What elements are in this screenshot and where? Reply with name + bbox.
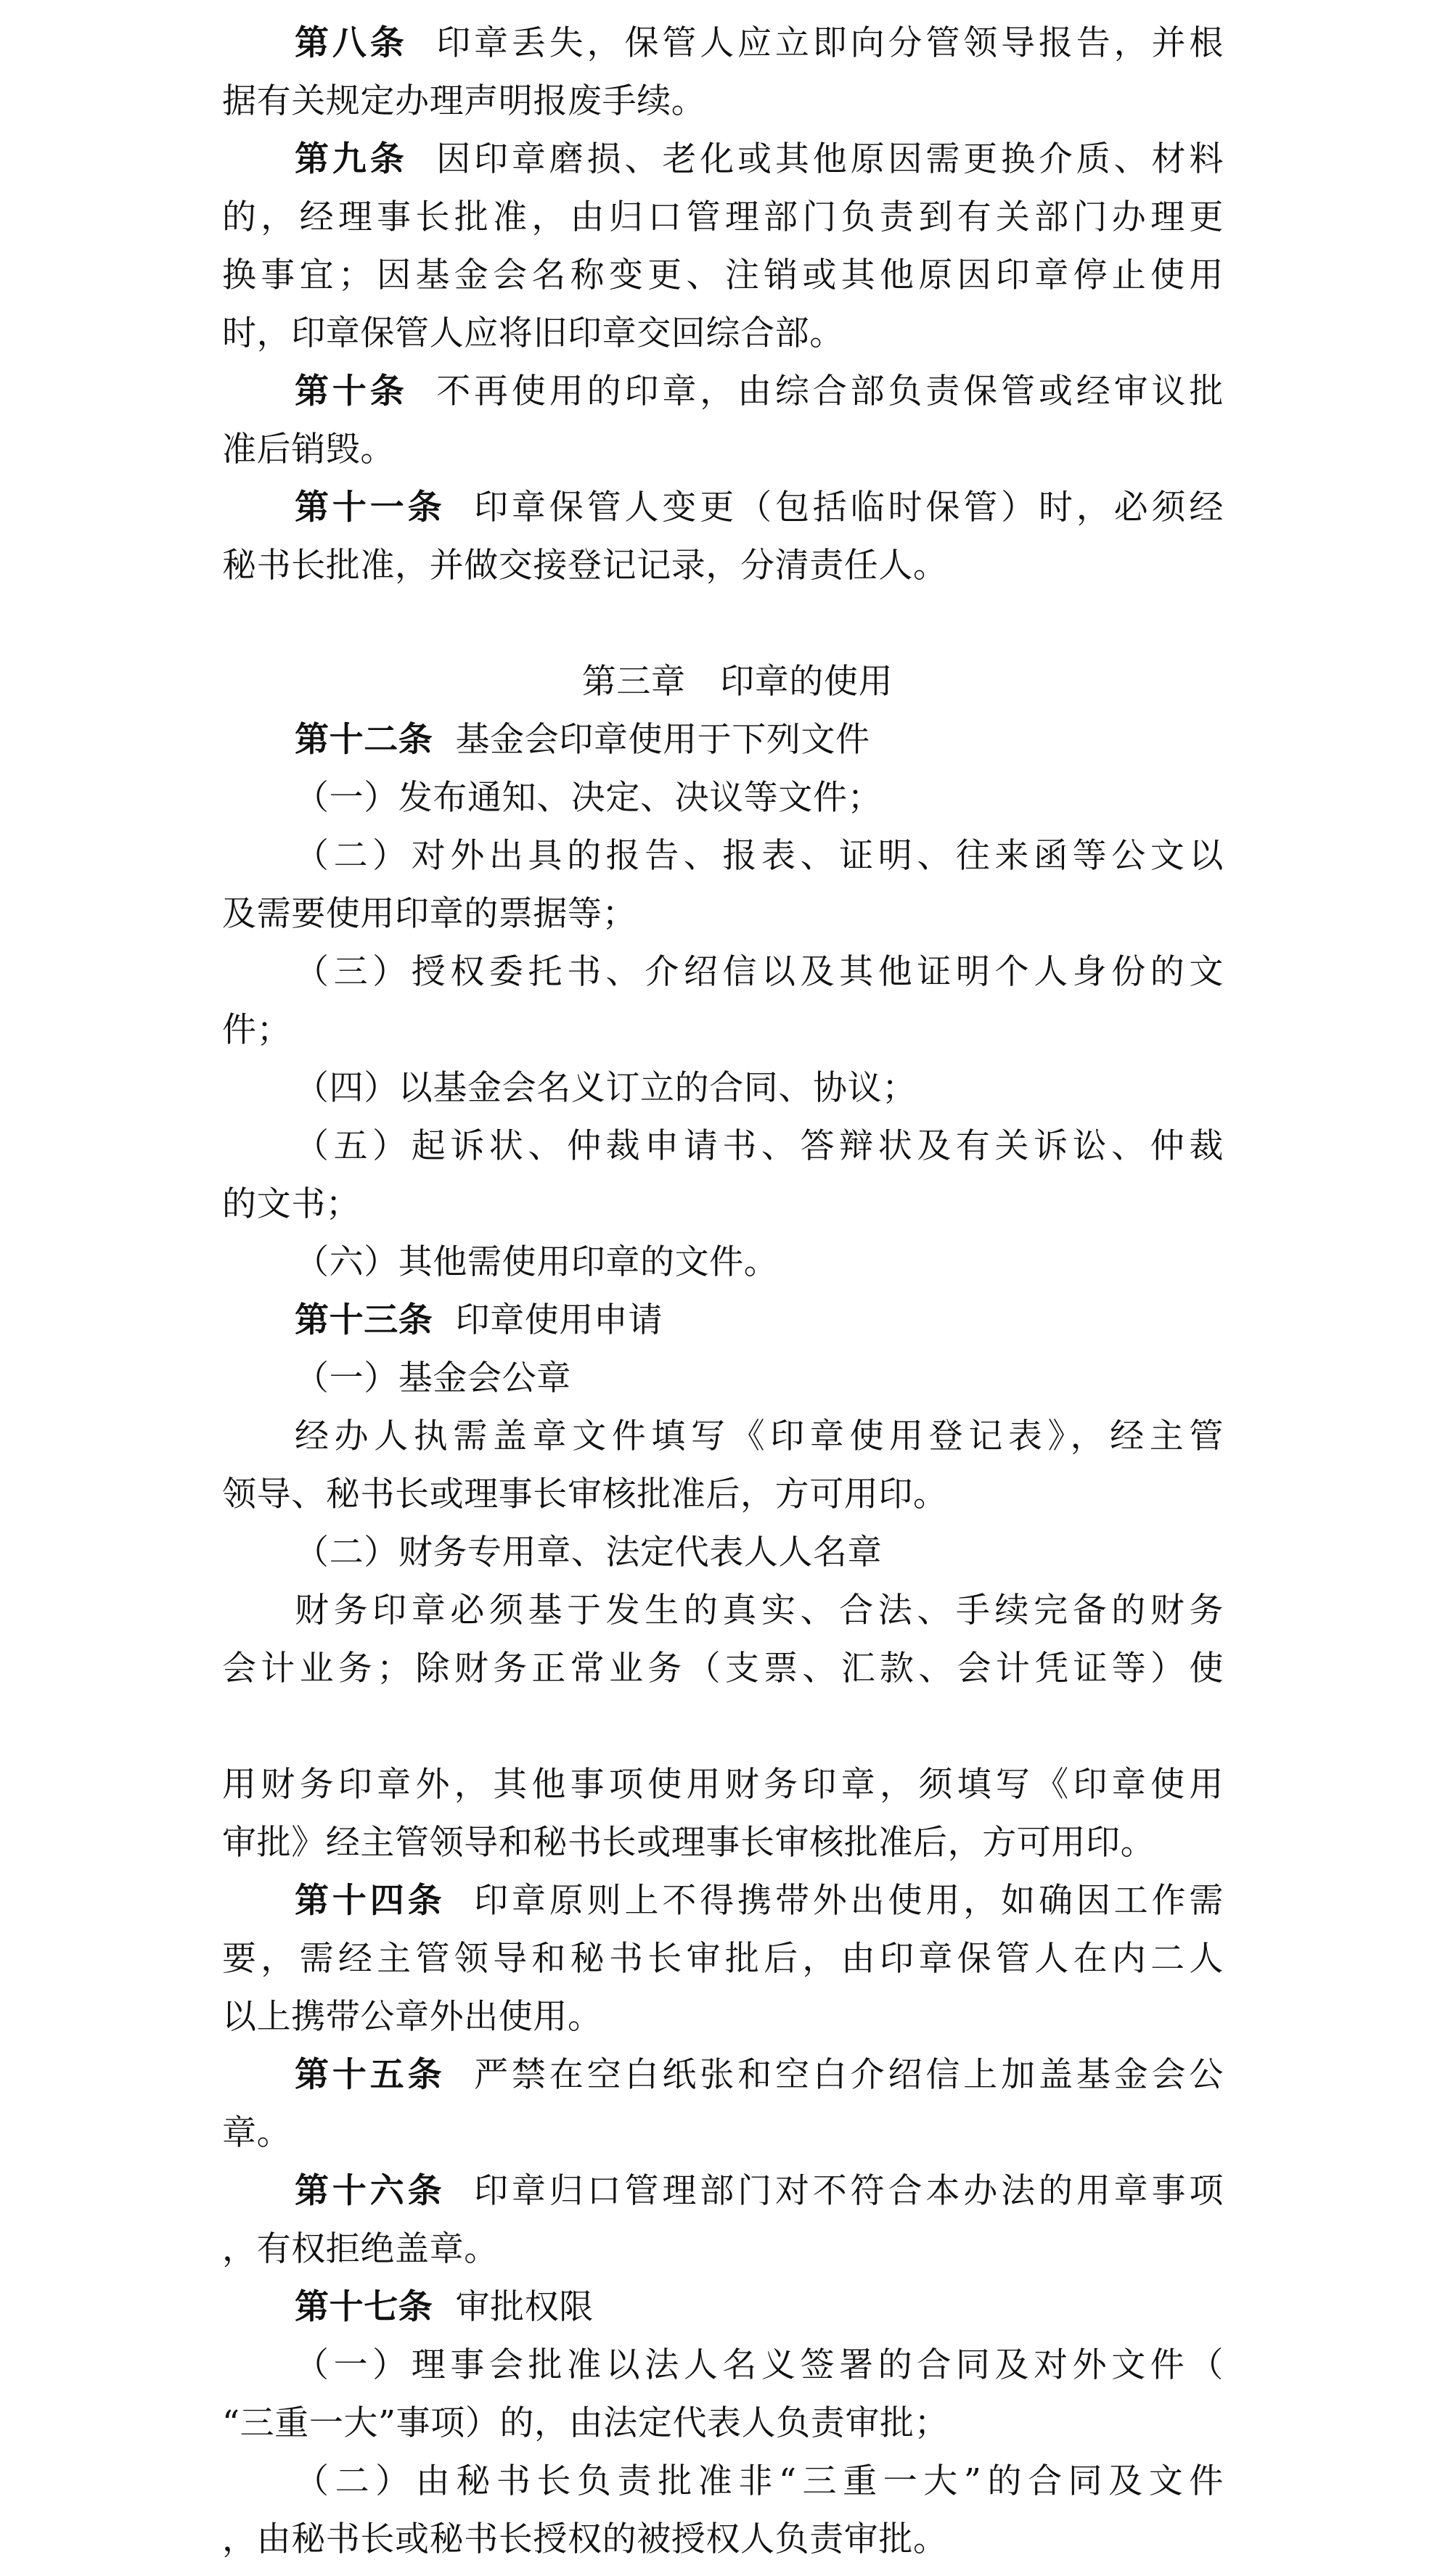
article-16-line-1 xyxy=(222,2162,1224,2220)
article-14-line-2: 要，需经主管领导和秘书长审批后，由印章保管人在内二人 xyxy=(222,1939,1224,1979)
article-12-item-5-line-1: （五）起诉状、仲裁申请书、答辩状及有关诉讼、仲裁 xyxy=(295,1126,1224,1166)
article-12-item-2-line-2: 及需要使用印章的票据等； xyxy=(222,894,637,934)
article-17-item-1-line-2: “三重一大”事项）的，由法定代表人负责审批； xyxy=(222,2403,949,2443)
article-13-sub-1: （一）基金会公章 xyxy=(295,1358,571,1398)
article-13-heading: 第十三条 xyxy=(295,1300,433,1340)
article-13-sub-1-text-line-1: 经办人执需盖章文件填写《印章使用登记表》，经主管 xyxy=(295,1416,1224,1456)
article-8-line-1 xyxy=(222,15,1224,73)
article-16-heading: 第十六条 xyxy=(295,2171,446,2211)
article-15-heading: 第十五条 xyxy=(295,2055,446,2095)
article-17-line-1 xyxy=(222,2278,1224,2337)
chapter-heading: 第三章 印章的使用 xyxy=(581,662,893,702)
article-15-text: 严禁在空白纸张和空白介绍信上加盖基金会公 xyxy=(474,2055,1224,2095)
article-11-heading: 第十一条 xyxy=(295,488,446,528)
article-12-item-2-line-1: （二）对外出具的报告、报表、证明、往来函等公文以 xyxy=(295,836,1224,876)
article-10-line-1 xyxy=(222,363,1224,421)
article-15-line-1 xyxy=(222,2046,1224,2104)
article-12-item-4: （四）以基金会名义订立的合同、协议； xyxy=(295,1068,917,1108)
article-13-text: 印章使用申请 xyxy=(455,1300,663,1340)
article-14-heading: 第十四条 xyxy=(295,1881,446,1921)
article-12-item-6: （六）其他需使用印章的文件。 xyxy=(295,1242,779,1282)
article-9-text: 因印章磨损、老化或其他原因需更换介质、材料 xyxy=(436,139,1224,179)
article-9-line-4: 时，印章保管人应将旧印章交回综合部。 xyxy=(222,313,844,353)
article-9-line-1 xyxy=(222,131,1224,189)
article-8-heading: 第八条 xyxy=(295,23,408,63)
article-13-sub-2-text-line-4: 审批》经主管领导和秘书长或理事长审核批准后，方可用印。 xyxy=(222,1823,1155,1863)
article-17-item-2-line-1: （二）由秘书长负责批准非“三重一大”的合同及文件 xyxy=(295,2461,1224,2501)
article-16-line-2: ，有权拒绝盖章。 xyxy=(222,2229,499,2269)
article-9-line-3: 换事宜；因基金会名称变更、注销或其他原因印章停止使用 xyxy=(222,255,1224,295)
article-16-text: 印章归口管理部门对不符合本办法的用章事项 xyxy=(474,2171,1224,2211)
article-15-line-2: 章。 xyxy=(222,2113,292,2153)
article-13-sub-2-text-line-3: 用财务印章外，其他事项使用财务印章，须填写《印章使用 xyxy=(222,1765,1224,1805)
article-13-sub-2: （二）财务专用章、法定代表人人名章 xyxy=(295,1533,883,1572)
section-gap xyxy=(222,595,1224,653)
article-12-line-1 xyxy=(222,711,1224,769)
article-8-text: 印章丢失，保管人应立即向分管领导报告，并根 xyxy=(436,23,1224,63)
article-9-line-2: 的，经理事长批准，由归口管理部门负责到有关部门办理更 xyxy=(222,197,1224,237)
article-11-text: 印章保管人变更（包括临时保管）时，必须经 xyxy=(474,488,1224,528)
article-13-line-1 xyxy=(222,1292,1224,1350)
article-17-heading: 第十七条 xyxy=(295,2287,433,2327)
article-11-line-1 xyxy=(222,479,1224,537)
document-body xyxy=(222,15,1224,2569)
article-10-line-2: 准后销毁。 xyxy=(222,430,395,469)
article-10-heading: 第十条 xyxy=(295,372,408,411)
article-12-item-3-line-1: （三）授权委托书、介绍信以及其他证明个人身份的文 xyxy=(295,952,1224,992)
paragraph-gap xyxy=(222,1698,1224,1756)
article-12-item-1: （一）发布通知、决定、决议等文件； xyxy=(295,778,883,818)
article-13-sub-2-text-line-2: 会计业务；除财务正常业务（支票、汇款、会计凭证等）使 xyxy=(222,1649,1224,1689)
article-11-line-2: 秘书长批准，并做交接登记记录，分清责任人。 xyxy=(222,546,948,586)
article-12-item-5-line-2: 的文书； xyxy=(222,1184,361,1224)
article-17-text: 审批权限 xyxy=(455,2287,594,2327)
article-8-line-2: 据有关规定办理声明报废手续。 xyxy=(222,81,706,121)
article-12-text: 基金会印章使用于下列文件 xyxy=(455,720,870,760)
article-13-sub-1-text-line-2: 领导、秘书长或理事长审核批准后，方可用印。 xyxy=(222,1474,948,1514)
article-17-item-2-line-2: ，由秘书长或秘书长授权的被授权人负责审批。 xyxy=(222,2519,948,2559)
article-9-heading: 第九条 xyxy=(295,139,408,179)
article-14-text: 印章原则上不得携带外出使用，如确因工作需 xyxy=(474,1881,1224,1921)
article-17-item-1-line-1: （一）理事会批准以法人名义签署的合同及对外文件（ xyxy=(295,2345,1224,2385)
article-13-sub-2-text-line-1: 财务印章必须基于发生的真实、合法、手续完备的财务 xyxy=(295,1591,1224,1630)
article-14-line-1 xyxy=(222,1872,1224,1930)
article-12-heading: 第十二条 xyxy=(295,720,433,760)
article-10-text: 不再使用的印章，由综合部负责保管或经审议批 xyxy=(436,372,1224,411)
article-12-item-3-line-2: 件； xyxy=(222,1010,292,1050)
article-14-line-3: 以上携带公章外出使用。 xyxy=(222,1997,602,2037)
